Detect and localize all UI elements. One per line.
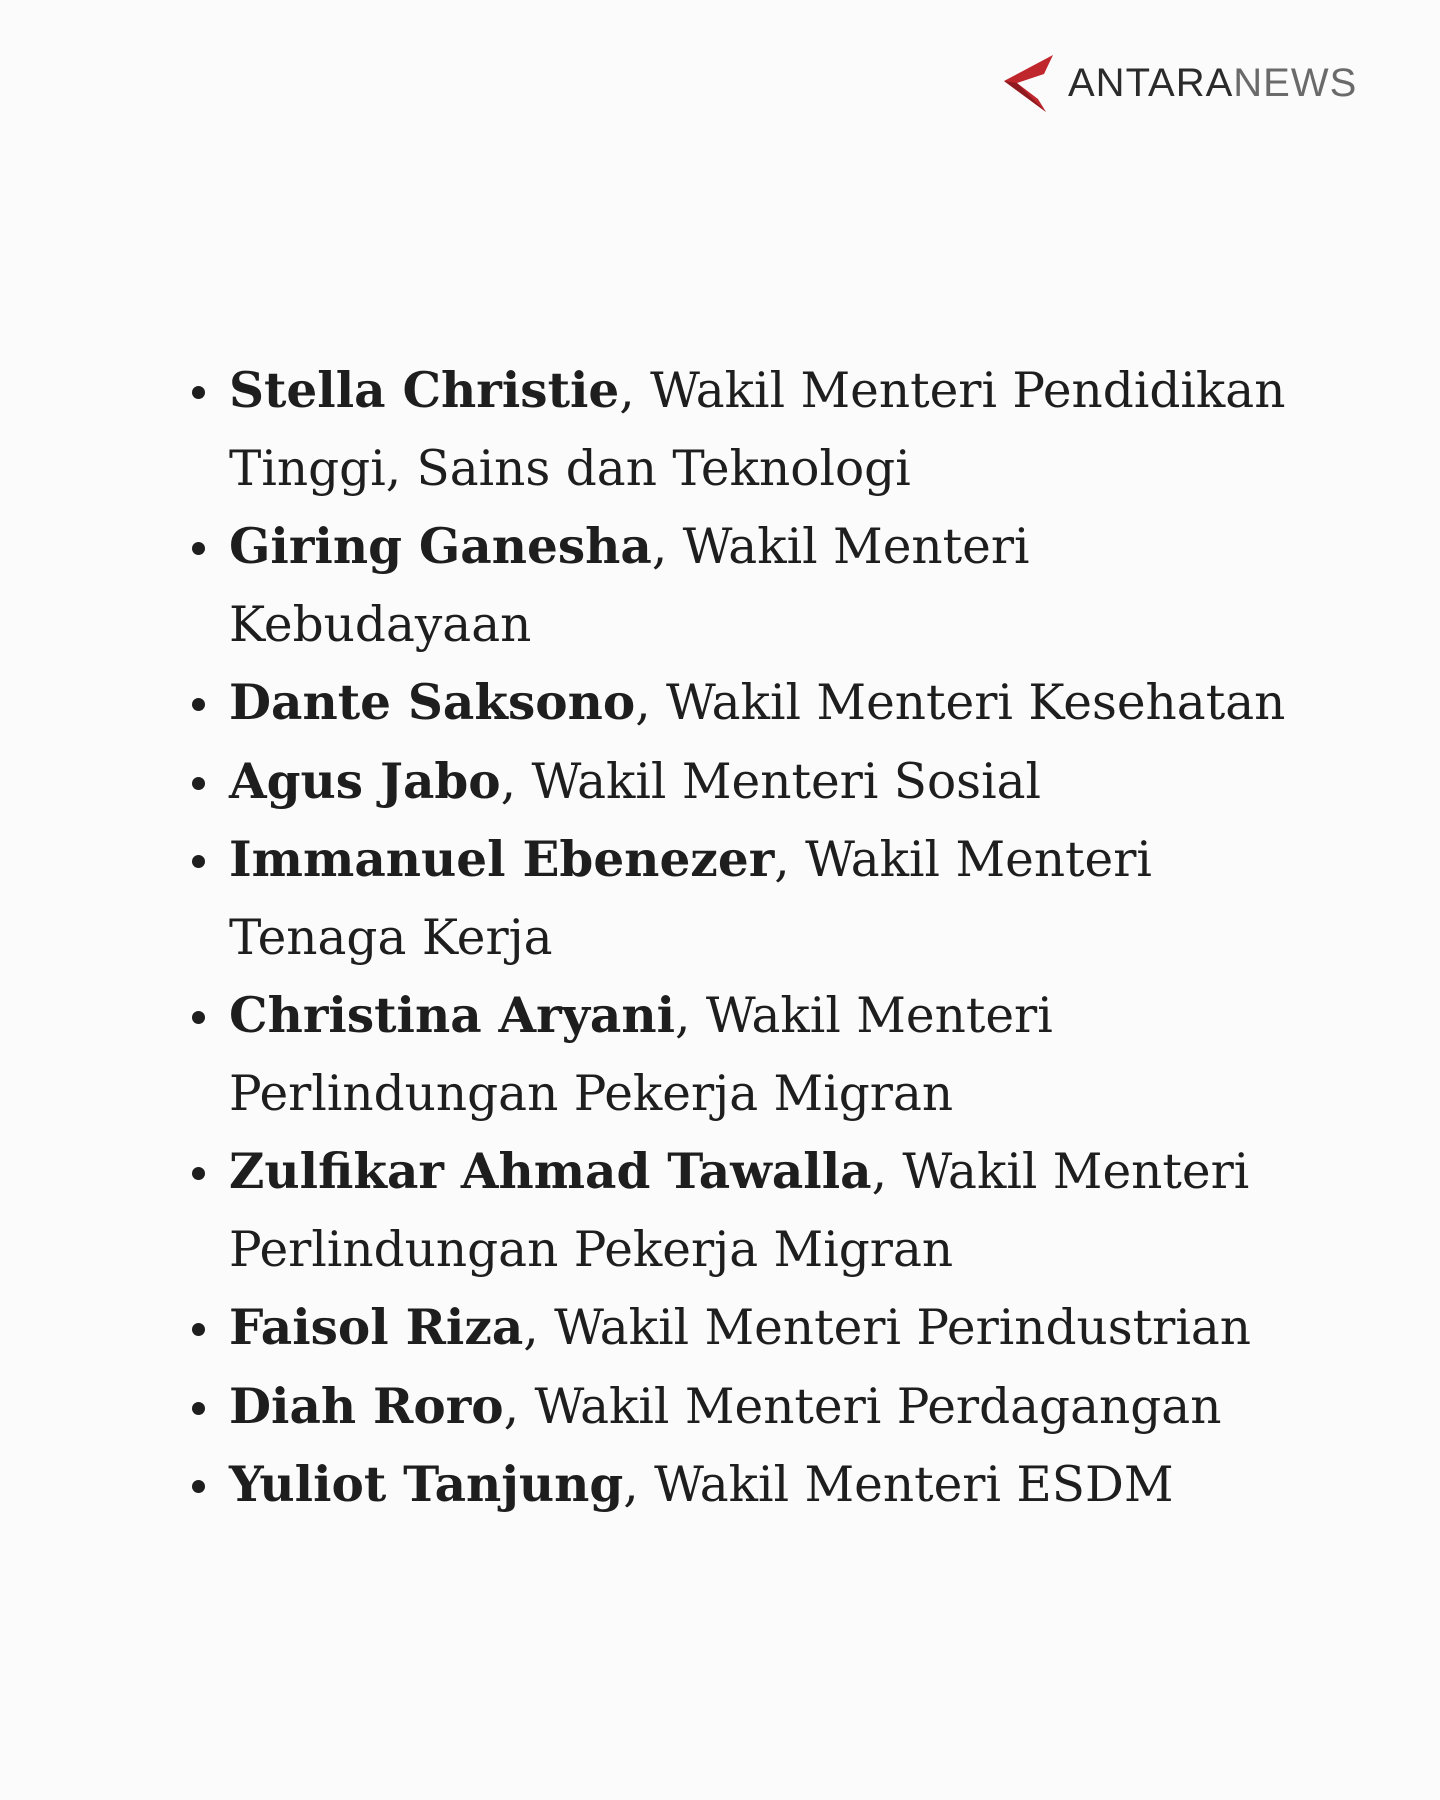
minister-role: , Wakil Menteri Perlindungan Pekerja Migran bbox=[229, 988, 1053, 1122]
antara-news-logo bbox=[1000, 52, 1357, 114]
minister-name: Agus Jabo bbox=[229, 752, 501, 810]
bullet-dot bbox=[192, 1480, 205, 1493]
list-item bbox=[188, 664, 1328, 743]
minister-name: Immanuel Ebenezer bbox=[229, 831, 775, 888]
antara-triangle-icon bbox=[1000, 52, 1060, 114]
bullet-dot bbox=[192, 777, 205, 790]
minister-role: , Wakil Menteri Kebudayaan bbox=[229, 519, 1030, 653]
list-item bbox=[188, 1446, 1328, 1525]
list-item bbox=[188, 821, 1328, 977]
minister-name: Yuliot Tanjung bbox=[229, 1456, 624, 1513]
bullet-dot bbox=[192, 1011, 205, 1024]
logo-wordmark-news: NEWS bbox=[1233, 61, 1358, 105]
minister-name: Zulfikar Ahmad Tawalla bbox=[229, 1143, 872, 1200]
bullet-dot bbox=[192, 1167, 205, 1180]
bullet-dot bbox=[192, 1402, 205, 1415]
logo-wordmark bbox=[1068, 63, 1357, 103]
minister-name: Christina Aryani bbox=[229, 987, 676, 1044]
minister-role: , Wakil Menteri Perdagangan bbox=[503, 1378, 1222, 1435]
bullet-dot bbox=[192, 698, 205, 711]
minister-name: Giring Ganesha bbox=[229, 518, 652, 575]
minister-role: , Wakil Menteri Pendidikan Tinggi, Sains dan Teknologi bbox=[229, 363, 1286, 497]
bullet-dot bbox=[192, 855, 205, 868]
bullet-dot bbox=[192, 1323, 205, 1336]
list-item bbox=[188, 743, 1328, 822]
list-item bbox=[188, 1133, 1328, 1289]
minister-name: Faisol Riza bbox=[229, 1299, 524, 1356]
minister-role: , Wakil Menteri ESDM bbox=[623, 1457, 1174, 1513]
logo-wordmark-antara: ANTARA bbox=[1068, 61, 1234, 105]
list-item bbox=[188, 352, 1328, 508]
minister-name: Diah Roro bbox=[229, 1377, 504, 1435]
list-item bbox=[188, 1368, 1328, 1447]
list-item bbox=[188, 1289, 1328, 1368]
minister-role: , Wakil Menteri Perindustrian bbox=[523, 1300, 1252, 1356]
minister-role: , Wakil Menteri Kesehatan bbox=[635, 675, 1286, 731]
minister-role: , Wakil Menteri Tenaga Kerja bbox=[229, 832, 1152, 966]
list-item bbox=[188, 508, 1328, 664]
minister-name: Stella Christie bbox=[229, 362, 620, 419]
minister-role: , Wakil Menteri Sosial bbox=[500, 753, 1042, 810]
deputy-minister-list bbox=[188, 352, 1328, 1525]
bullet-dot bbox=[192, 542, 205, 555]
minister-name: Dante Saksono bbox=[229, 674, 636, 731]
bullet-dot bbox=[192, 386, 205, 399]
minister-role: , Wakil Menteri Perlindungan Pekerja Migran bbox=[229, 1144, 1250, 1278]
list-item bbox=[188, 977, 1328, 1133]
